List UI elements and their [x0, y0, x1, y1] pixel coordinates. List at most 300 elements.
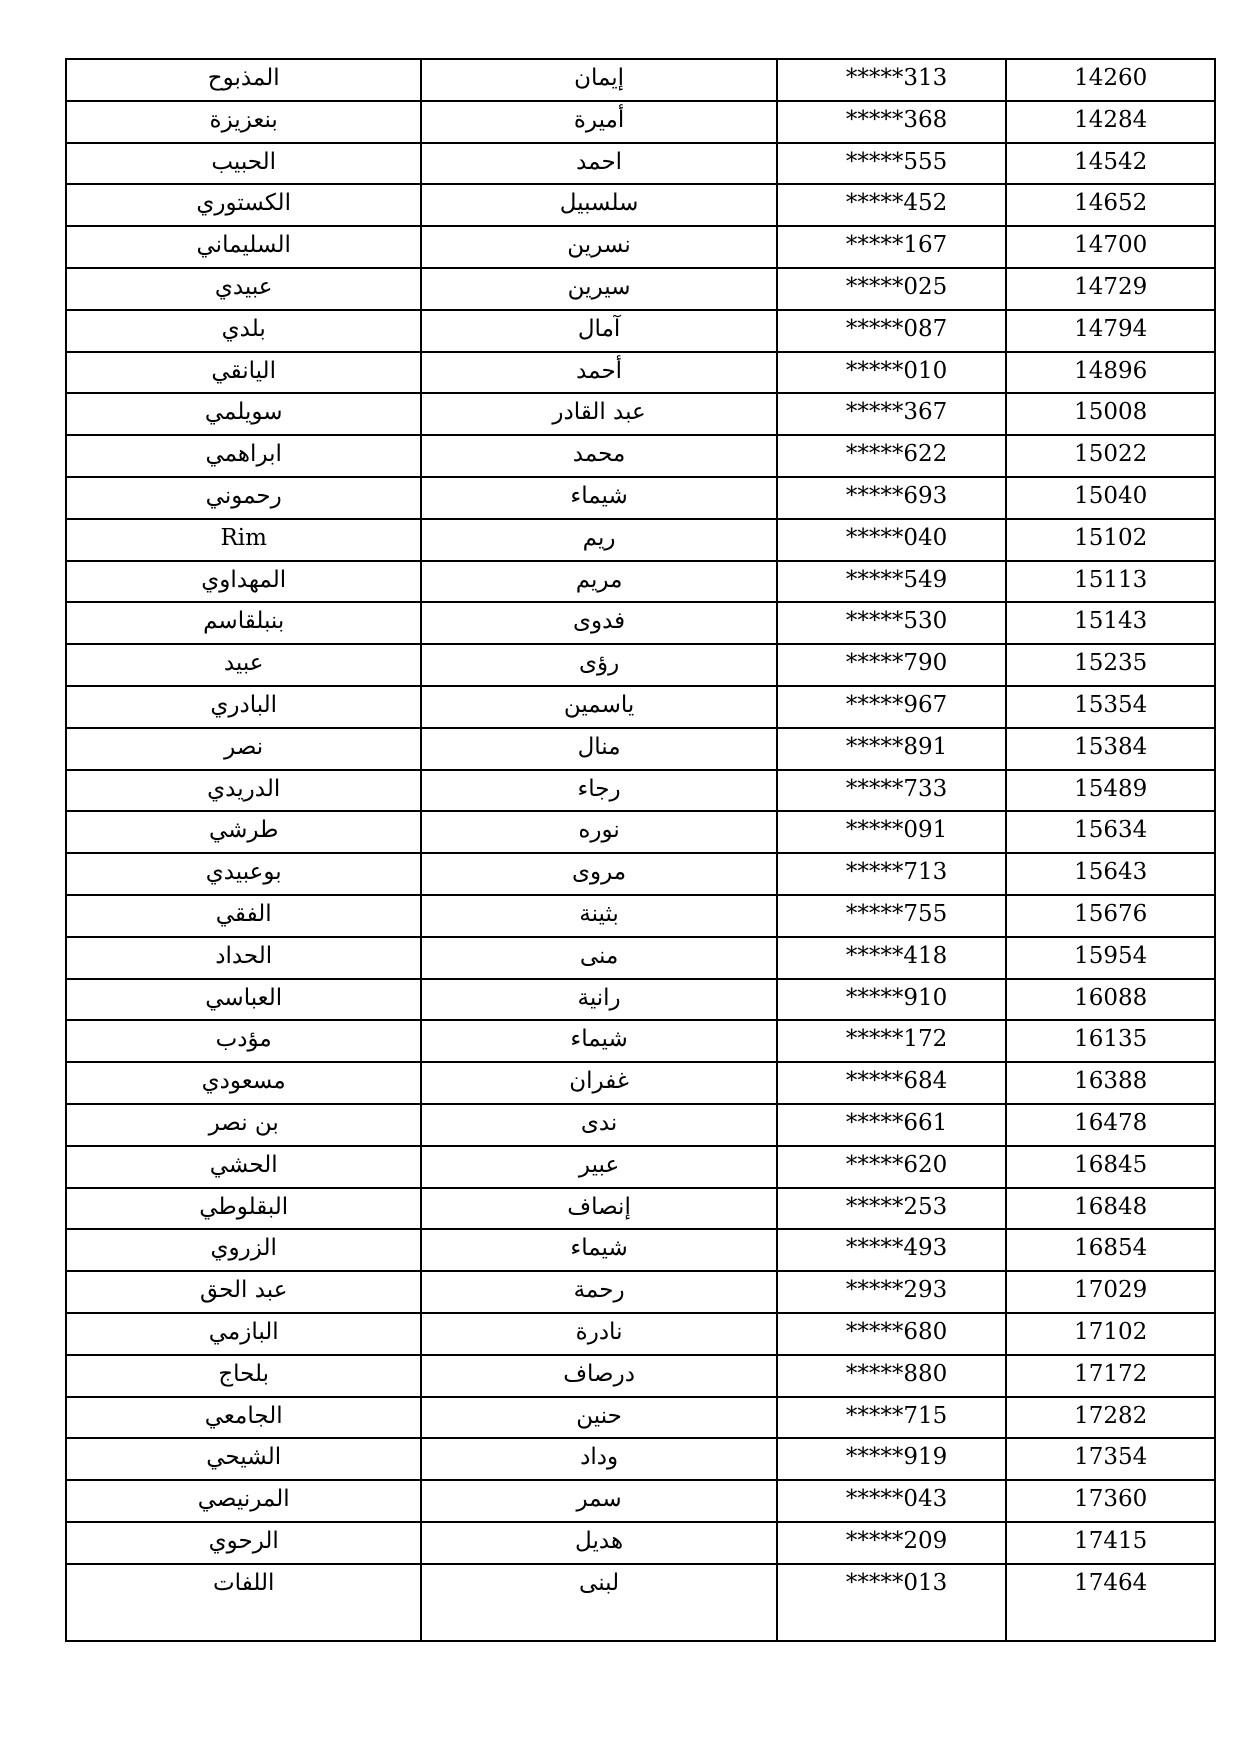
masked-id-cell-text: *****622 — [845, 441, 948, 468]
last-name-cell — [67, 436, 422, 478]
masked-id-cell — [778, 1189, 1008, 1231]
last-name-cell-text: Rim — [220, 524, 267, 551]
number-cell — [1007, 102, 1216, 144]
first-name-cell — [422, 60, 777, 102]
last-name-cell — [67, 394, 422, 436]
masked-id-cell-text: *****313 — [845, 65, 948, 91]
first-name-cell-text: مريم — [575, 566, 623, 593]
table-row — [67, 812, 1216, 854]
masked-id-cell-text: *****209 — [845, 1527, 948, 1554]
first-name-cell-text: رانية — [577, 984, 621, 1011]
last-name-cell-text: عبيدي — [214, 273, 273, 300]
first-name-cell — [422, 1272, 777, 1314]
number-cell — [1007, 771, 1216, 813]
last-name-cell-text: الحبيب — [211, 148, 277, 175]
first-name-cell — [422, 269, 777, 311]
masked-id-cell-text: *****043 — [845, 1486, 948, 1513]
masked-id-cell-text: *****620 — [845, 1151, 948, 1178]
first-name-cell-text: رحمة — [573, 1277, 625, 1304]
last-name-cell-text: مؤدب — [215, 1026, 272, 1053]
masked-id-cell-text: *****368 — [845, 106, 948, 133]
last-name-cell-text: الحداد — [215, 942, 273, 969]
masked-id-cell — [778, 1147, 1008, 1189]
last-name-cell-text: المذبوح — [207, 65, 280, 91]
first-name-cell-text: غفران — [569, 1068, 629, 1095]
number-cell — [1007, 353, 1216, 395]
masked-id-cell — [778, 771, 1008, 813]
masked-id-cell — [778, 478, 1008, 520]
number-cell — [1007, 1565, 1216, 1642]
number-cell-text: 16388 — [1074, 1068, 1148, 1095]
last-name-cell-text: بلدي — [221, 315, 266, 342]
last-name-cell — [67, 771, 422, 813]
masked-id-cell — [778, 353, 1008, 395]
table-row — [67, 1021, 1216, 1063]
table-row — [67, 1398, 1216, 1440]
number-cell-text: 14542 — [1074, 148, 1148, 175]
first-name-cell-text: درصاف — [563, 1360, 635, 1387]
last-name-cell — [67, 1189, 422, 1231]
masked-id-cell — [778, 60, 1008, 102]
last-name-cell-text: نصر — [224, 733, 264, 760]
masked-id-cell — [778, 227, 1008, 269]
last-name-cell — [67, 1565, 422, 1642]
table-row — [67, 1272, 1216, 1314]
masked-id-cell-text: *****025 — [845, 273, 948, 300]
last-name-cell-text: عبيد — [223, 650, 264, 677]
masked-id-cell-text: *****253 — [845, 1193, 948, 1220]
table-row — [67, 1230, 1216, 1272]
last-name-cell-text: الدريدي — [207, 775, 281, 802]
table-row — [67, 771, 1216, 813]
first-name-cell — [422, 144, 777, 186]
last-name-cell — [67, 227, 422, 269]
last-name-cell-text: اللفات — [213, 1569, 275, 1596]
number-cell — [1007, 144, 1216, 186]
number-cell-text: 17464 — [1074, 1569, 1148, 1596]
last-name-cell — [67, 603, 422, 645]
number-cell-text: 14729 — [1074, 273, 1148, 300]
last-name-cell — [67, 520, 422, 562]
first-name-cell-text: سيرين — [567, 273, 631, 300]
number-cell-text: 14652 — [1074, 190, 1148, 217]
number-cell-text: 17282 — [1074, 1402, 1148, 1429]
number-cell — [1007, 1439, 1216, 1481]
last-name-cell-text: الفقي — [215, 900, 272, 927]
masked-id-cell — [778, 1523, 1008, 1565]
masked-id-cell — [778, 562, 1008, 604]
last-name-cell-text: طرشي — [208, 817, 279, 844]
first-name-cell-text: وداد — [580, 1444, 619, 1471]
table-row — [67, 1314, 1216, 1356]
number-cell-text: 17360 — [1074, 1486, 1148, 1513]
number-cell-text: 15008 — [1074, 399, 1148, 426]
last-name-cell-text: البادري — [210, 691, 278, 718]
masked-id-cell-text: *****010 — [845, 357, 948, 384]
masked-id-cell-text: *****172 — [845, 1026, 948, 1053]
masked-id-cell — [778, 896, 1008, 938]
number-cell-text: 16854 — [1074, 1235, 1148, 1262]
first-name-cell-text: منال — [577, 733, 621, 760]
number-cell — [1007, 645, 1216, 687]
number-cell-text: 15954 — [1074, 942, 1148, 969]
last-name-cell — [67, 1314, 422, 1356]
masked-id-cell-text: *****549 — [845, 566, 948, 593]
number-cell-text: 15634 — [1074, 817, 1148, 844]
first-name-cell — [422, 478, 777, 520]
last-name-cell — [67, 1523, 422, 1565]
masked-id-cell-text: *****530 — [845, 608, 948, 635]
number-cell — [1007, 729, 1216, 771]
number-cell-text: 16848 — [1074, 1193, 1148, 1220]
number-cell — [1007, 436, 1216, 478]
first-name-cell-text: فدوى — [572, 608, 626, 635]
last-name-cell-text: العباسي — [205, 984, 283, 1011]
first-name-cell — [422, 729, 777, 771]
last-name-cell-text: الرحوي — [208, 1527, 279, 1554]
first-name-cell-text: هديل — [575, 1527, 624, 1554]
first-name-cell-text: احمد — [576, 148, 623, 175]
table-row — [67, 938, 1216, 980]
number-cell-text: 15113 — [1074, 566, 1148, 593]
number-cell-text: 17172 — [1074, 1360, 1148, 1387]
table-row — [67, 1356, 1216, 1398]
masked-id-cell — [778, 144, 1008, 186]
first-name-cell-text: نسرين — [567, 232, 631, 259]
last-name-cell — [67, 812, 422, 854]
first-name-cell-text: رؤى — [578, 650, 620, 677]
first-name-cell-text: إنصاف — [567, 1193, 631, 1220]
last-name-cell-text: الزروي — [210, 1235, 277, 1262]
last-name-cell — [67, 1356, 422, 1398]
last-name-cell-text: بن نصر — [208, 1109, 279, 1136]
number-cell — [1007, 1398, 1216, 1440]
first-name-cell — [422, 394, 777, 436]
first-name-cell-text: شيماء — [570, 482, 628, 509]
first-name-cell — [422, 353, 777, 395]
masked-id-cell-text: *****715 — [845, 1402, 948, 1429]
masked-id-cell-text: *****493 — [845, 1235, 948, 1262]
masked-id-cell-text: *****293 — [845, 1277, 948, 1304]
masked-id-cell-text: *****087 — [845, 315, 948, 342]
first-name-cell-text: ريم — [582, 524, 616, 551]
masked-id-cell-text: *****910 — [845, 984, 948, 1011]
masked-id-cell — [778, 1356, 1008, 1398]
number-cell — [1007, 896, 1216, 938]
masked-id-cell — [778, 854, 1008, 896]
table-row — [67, 562, 1216, 604]
masked-id-cell-text: *****967 — [845, 691, 948, 718]
number-cell-text: 14896 — [1074, 357, 1148, 384]
names-table — [65, 58, 1216, 1642]
last-name-cell-text: الجامعي — [204, 1402, 283, 1429]
last-name-cell — [67, 102, 422, 144]
masked-id-cell-text: *****418 — [845, 942, 948, 969]
first-name-cell — [422, 1147, 777, 1189]
last-name-cell-text: مسعودي — [201, 1068, 286, 1095]
table-row — [67, 645, 1216, 687]
table-row — [67, 1481, 1216, 1523]
number-cell-text: 14260 — [1074, 65, 1148, 91]
last-name-cell — [67, 687, 422, 729]
last-name-cell — [67, 144, 422, 186]
first-name-cell — [422, 771, 777, 813]
number-cell — [1007, 1147, 1216, 1189]
first-name-cell-text: إيمان — [574, 65, 625, 91]
masked-id-cell-text: *****680 — [845, 1318, 948, 1345]
first-name-cell-text: لبنى — [579, 1569, 620, 1596]
masked-id-cell — [778, 269, 1008, 311]
number-cell-text: 14284 — [1074, 106, 1148, 133]
number-cell-text: 17102 — [1074, 1318, 1148, 1345]
table-row — [67, 478, 1216, 520]
last-name-cell-text: عبد الحق — [199, 1277, 288, 1304]
first-name-cell — [422, 1565, 777, 1642]
masked-id-cell — [778, 645, 1008, 687]
number-cell — [1007, 520, 1216, 562]
last-name-cell-text: الشيحي — [206, 1444, 282, 1471]
last-name-cell-text: البقلوطي — [199, 1193, 289, 1220]
masked-id-cell — [778, 980, 1008, 1022]
number-cell-text: 15676 — [1074, 900, 1148, 927]
last-name-cell — [67, 1230, 422, 1272]
masked-id-cell-text: *****880 — [845, 1360, 948, 1387]
masked-id-cell-text: *****713 — [845, 859, 948, 886]
number-cell — [1007, 60, 1216, 102]
first-name-cell-text: حنين — [576, 1402, 622, 1429]
table-row — [67, 1189, 1216, 1231]
number-cell — [1007, 478, 1216, 520]
masked-id-cell-text: *****684 — [845, 1068, 948, 1095]
number-cell-text: 14794 — [1074, 315, 1148, 342]
number-cell-text: 15354 — [1074, 691, 1148, 718]
masked-id-cell — [778, 1272, 1008, 1314]
last-name-cell-text: بنبلقاسم — [203, 608, 285, 635]
number-cell — [1007, 1272, 1216, 1314]
first-name-cell-text: نوره — [578, 817, 620, 844]
first-name-cell — [422, 603, 777, 645]
number-cell-text: 17415 — [1074, 1527, 1148, 1554]
last-name-cell-text: سويلمي — [204, 399, 283, 426]
table-row — [67, 854, 1216, 896]
masked-id-cell — [778, 1439, 1008, 1481]
first-name-cell — [422, 938, 777, 980]
last-name-cell — [67, 1147, 422, 1189]
number-cell-text: 17029 — [1074, 1277, 1148, 1304]
first-name-cell-text: أحمد — [576, 357, 623, 384]
masked-id-cell — [778, 1398, 1008, 1440]
last-name-cell — [67, 896, 422, 938]
first-name-cell — [422, 1523, 777, 1565]
number-cell — [1007, 603, 1216, 645]
last-name-cell — [67, 1105, 422, 1147]
last-name-cell — [67, 729, 422, 771]
first-name-cell-text: سمر — [576, 1486, 622, 1513]
first-name-cell — [422, 687, 777, 729]
first-name-cell — [422, 1230, 777, 1272]
first-name-cell — [422, 1021, 777, 1063]
masked-id-cell-text: *****452 — [845, 190, 948, 217]
first-name-cell — [422, 311, 777, 353]
last-name-cell-text: الكستوري — [196, 190, 291, 217]
number-cell-text: 14700 — [1074, 232, 1148, 259]
last-name-cell-text: اليانقي — [211, 357, 276, 384]
number-cell — [1007, 980, 1216, 1022]
number-cell-text: 15143 — [1074, 608, 1148, 635]
masked-id-cell-text: *****755 — [845, 900, 948, 927]
masked-id-cell — [778, 812, 1008, 854]
number-cell — [1007, 812, 1216, 854]
last-name-cell-text: المرنيصي — [197, 1486, 290, 1513]
number-cell-text: 15384 — [1074, 733, 1148, 760]
masked-id-cell — [778, 1105, 1008, 1147]
masked-id-cell-text: *****693 — [845, 482, 948, 509]
table-row — [67, 1063, 1216, 1105]
number-cell — [1007, 1063, 1216, 1105]
first-name-cell-text: منى — [579, 942, 619, 969]
number-cell — [1007, 269, 1216, 311]
first-name-cell-text: أميرة — [573, 106, 625, 133]
first-name-cell — [422, 1398, 777, 1440]
last-name-cell — [67, 185, 422, 227]
first-name-cell — [422, 1105, 777, 1147]
last-name-cell — [67, 353, 422, 395]
last-name-cell-text: بنعزيزة — [209, 106, 278, 133]
first-name-cell-text: رجاء — [577, 775, 621, 802]
table-row — [67, 1565, 1216, 1642]
number-cell — [1007, 854, 1216, 896]
first-name-cell-text: آمال — [577, 315, 621, 342]
masked-id-cell-text: *****091 — [845, 817, 948, 844]
masked-id-cell — [778, 1314, 1008, 1356]
masked-id-cell — [778, 436, 1008, 478]
masked-id-cell-text: *****367 — [845, 399, 948, 426]
number-cell — [1007, 185, 1216, 227]
table-row — [67, 1147, 1216, 1189]
table-row — [67, 60, 1216, 102]
first-name-cell-text: عبد القادر — [552, 399, 646, 426]
number-cell-text: 15022 — [1074, 441, 1148, 468]
last-name-cell-text: ابراهمي — [205, 441, 282, 468]
number-cell — [1007, 938, 1216, 980]
number-cell-text: 15102 — [1074, 524, 1148, 551]
first-name-cell — [422, 854, 777, 896]
number-cell-text: 15040 — [1074, 482, 1148, 509]
masked-id-cell — [778, 687, 1008, 729]
last-name-cell — [67, 1063, 422, 1105]
masked-id-cell-text: *****919 — [845, 1444, 948, 1471]
masked-id-cell-text: *****013 — [845, 1569, 948, 1596]
number-cell — [1007, 1189, 1216, 1231]
first-name-cell-text: عبير — [578, 1151, 620, 1178]
masked-id-cell-text: *****790 — [845, 650, 948, 677]
number-cell — [1007, 1105, 1216, 1147]
first-name-cell — [422, 436, 777, 478]
number-cell-text: 17354 — [1074, 1444, 1148, 1471]
last-name-cell — [67, 478, 422, 520]
last-name-cell — [67, 1439, 422, 1481]
last-name-cell-text: رحموني — [205, 482, 282, 509]
number-cell — [1007, 1481, 1216, 1523]
last-name-cell — [67, 938, 422, 980]
masked-id-cell — [778, 603, 1008, 645]
table-row — [67, 102, 1216, 144]
masked-id-cell — [778, 1021, 1008, 1063]
masked-id-cell — [778, 394, 1008, 436]
number-cell-text: 15643 — [1074, 859, 1148, 886]
table-row — [67, 227, 1216, 269]
last-name-cell — [67, 562, 422, 604]
first-name-cell — [422, 1356, 777, 1398]
last-name-cell — [67, 60, 422, 102]
number-cell-text: 15235 — [1074, 650, 1148, 677]
number-cell — [1007, 394, 1216, 436]
last-name-cell-text: المهداوي — [201, 566, 287, 593]
masked-id-cell-text: *****555 — [845, 148, 948, 175]
table-row — [67, 1439, 1216, 1481]
table-row — [67, 185, 1216, 227]
number-cell — [1007, 562, 1216, 604]
first-name-cell — [422, 896, 777, 938]
table-row — [67, 729, 1216, 771]
last-name-cell — [67, 311, 422, 353]
first-name-cell — [422, 227, 777, 269]
number-cell — [1007, 687, 1216, 729]
masked-id-cell — [778, 520, 1008, 562]
first-name-cell — [422, 645, 777, 687]
masked-id-cell — [778, 311, 1008, 353]
last-name-cell — [67, 1021, 422, 1063]
last-name-cell — [67, 1398, 422, 1440]
last-name-cell-text: الحشي — [209, 1151, 278, 1178]
first-name-cell-text: محمد — [572, 441, 626, 468]
last-name-cell-text: البازمي — [208, 1318, 279, 1345]
last-name-cell — [67, 854, 422, 896]
table-row — [67, 311, 1216, 353]
number-cell — [1007, 311, 1216, 353]
first-name-cell — [422, 980, 777, 1022]
first-name-cell — [422, 562, 777, 604]
last-name-cell-text: السليماني — [196, 232, 291, 259]
first-name-cell-text: شيماء — [570, 1026, 628, 1053]
last-name-cell — [67, 1481, 422, 1523]
last-name-cell — [67, 645, 422, 687]
first-name-cell — [422, 520, 777, 562]
masked-id-cell — [778, 729, 1008, 771]
table-row — [67, 896, 1216, 938]
number-cell — [1007, 227, 1216, 269]
first-name-cell-text: ياسمين — [563, 691, 635, 718]
table-row — [67, 603, 1216, 645]
masked-id-cell — [778, 102, 1008, 144]
first-name-cell — [422, 1439, 777, 1481]
last-name-cell-text: بوعبيدي — [205, 859, 282, 886]
masked-id-cell-text: *****733 — [845, 775, 948, 802]
number-cell-text: 16088 — [1074, 984, 1148, 1011]
first-name-cell — [422, 1481, 777, 1523]
number-cell — [1007, 1230, 1216, 1272]
number-cell — [1007, 1021, 1216, 1063]
first-name-cell — [422, 1063, 777, 1105]
masked-id-cell — [778, 1565, 1008, 1642]
first-name-cell-text: نادرة — [575, 1318, 623, 1345]
table-row — [67, 1523, 1216, 1565]
number-cell-text: 15489 — [1074, 775, 1148, 802]
first-name-cell — [422, 812, 777, 854]
masked-id-cell-text: *****167 — [845, 232, 948, 259]
number-cell — [1007, 1314, 1216, 1356]
masked-id-cell-text: *****040 — [845, 524, 948, 551]
